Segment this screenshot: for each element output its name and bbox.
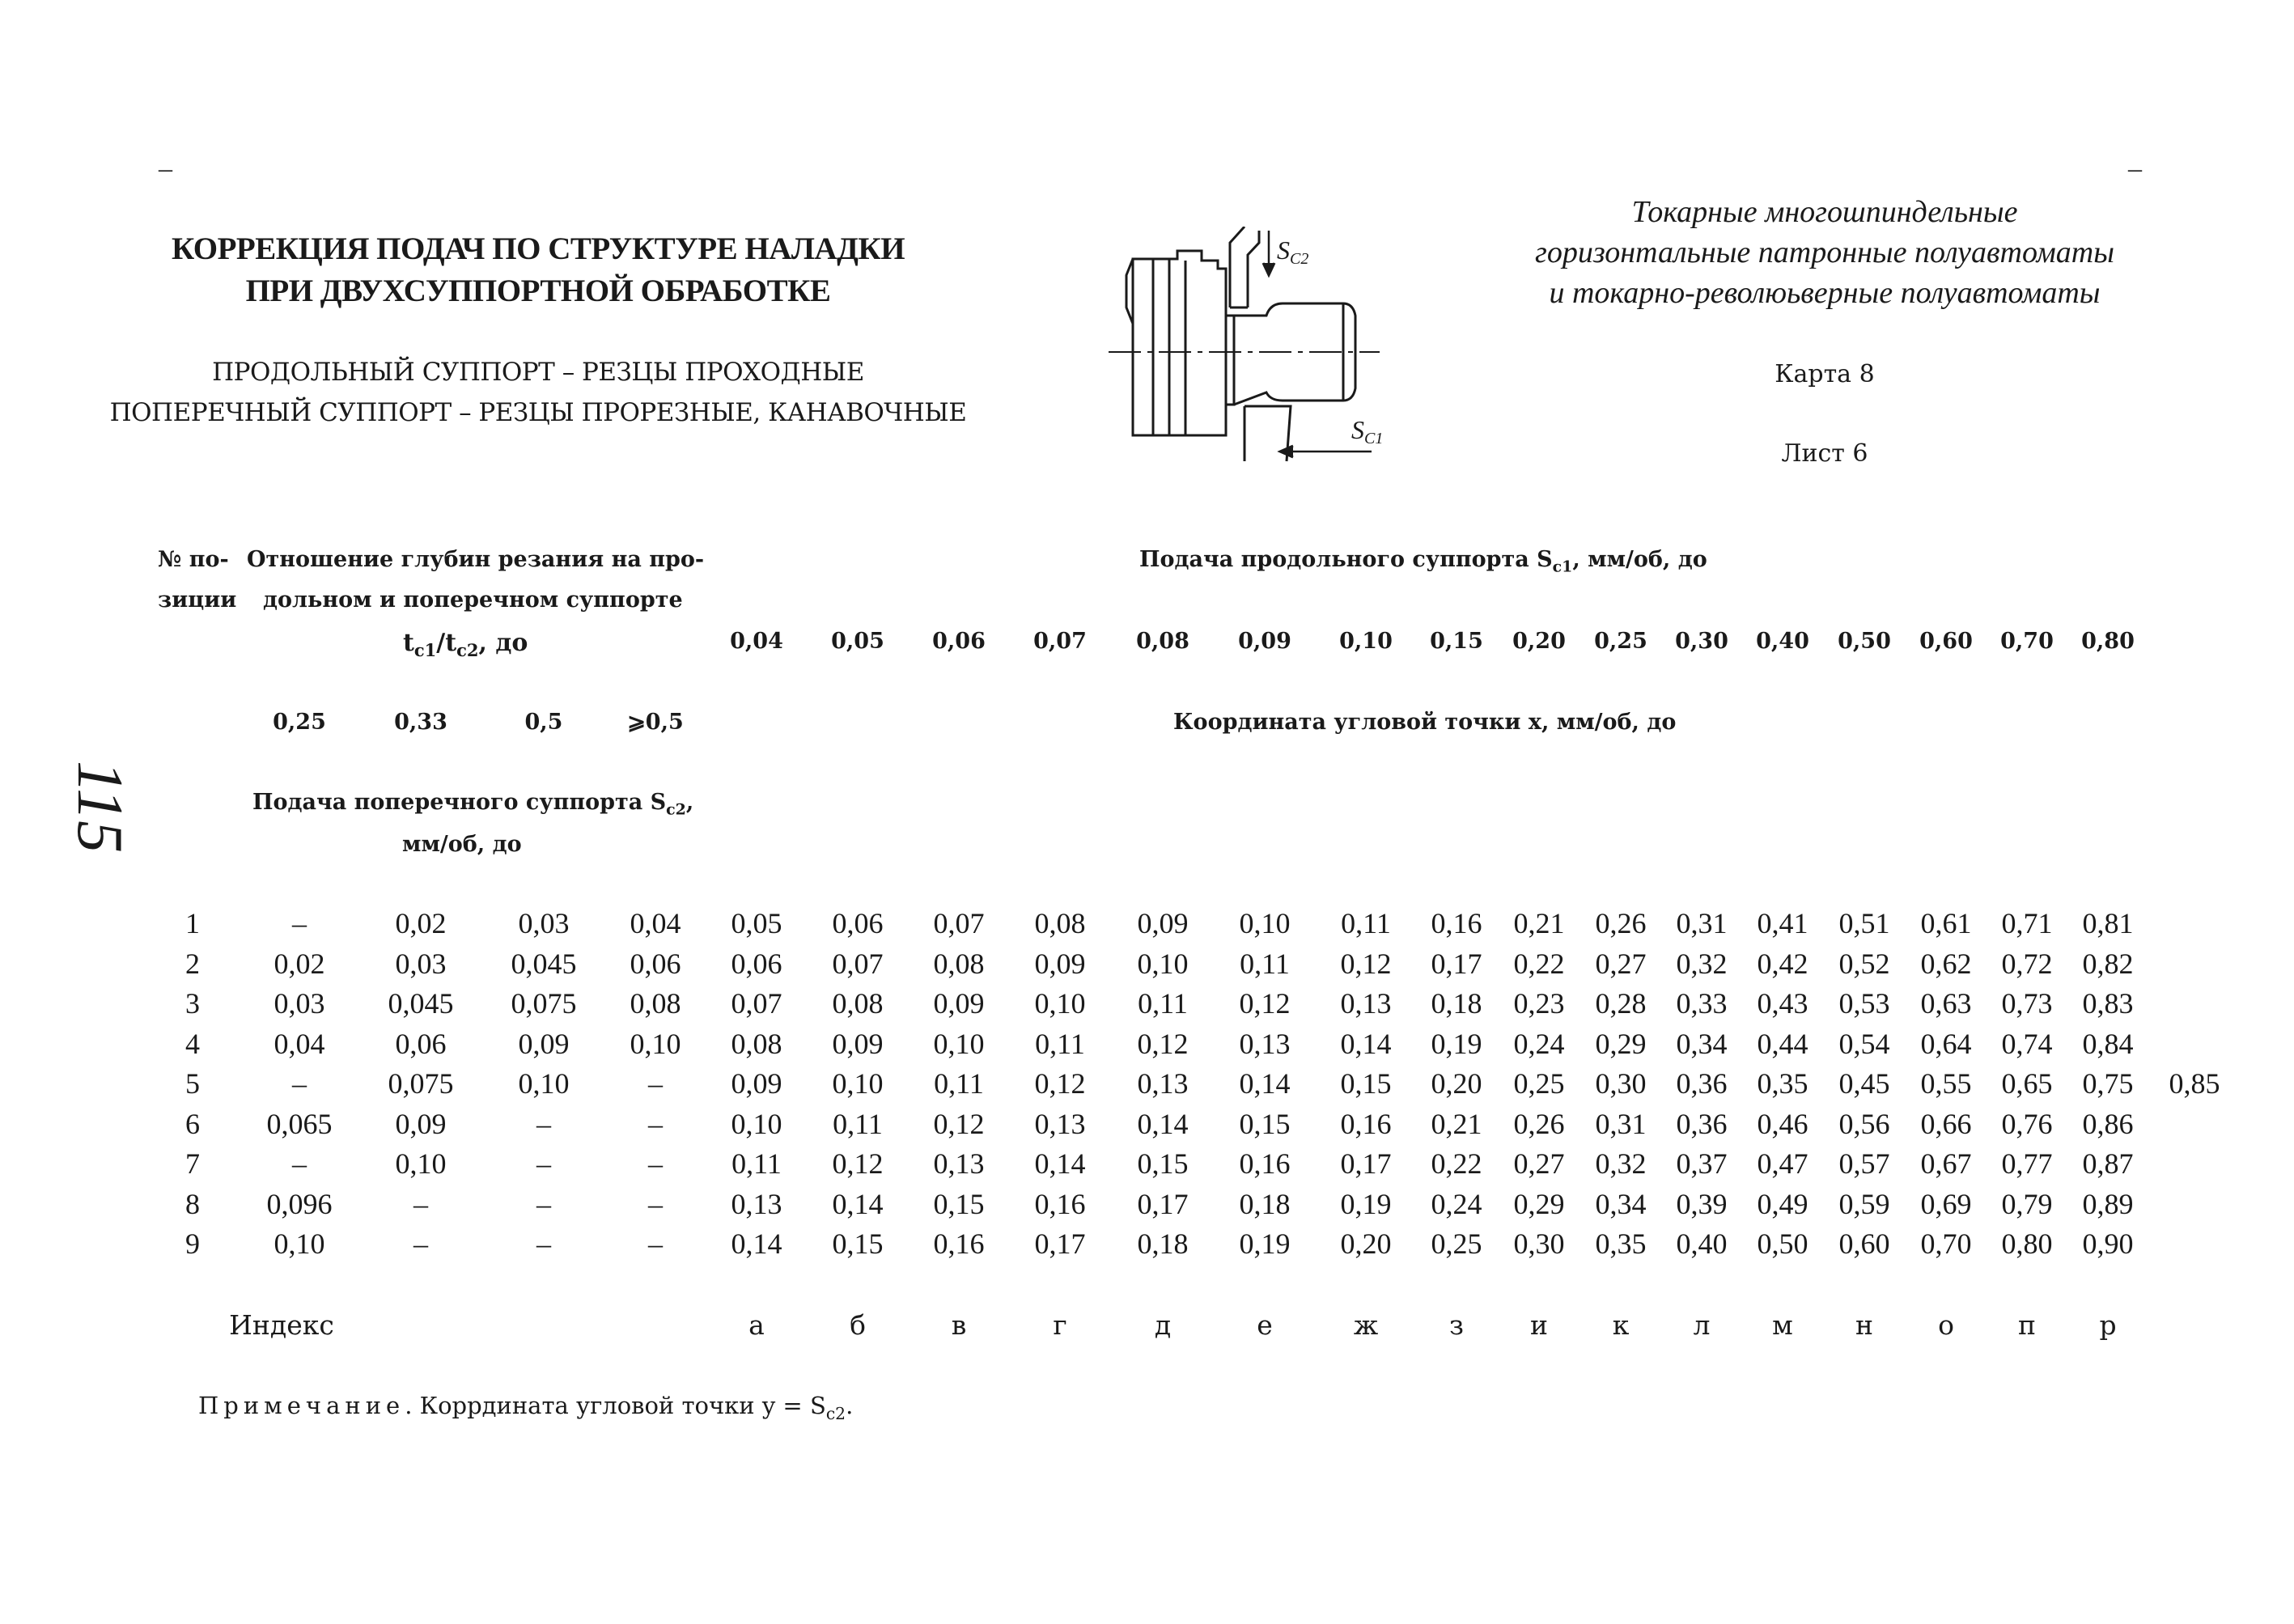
corner-x-cell: 0,13 xyxy=(1034,1107,1086,1140)
corner-x-cell: 0,14 xyxy=(1034,1147,1086,1180)
corner-x-cell: 0,08 xyxy=(731,1027,782,1060)
cross-feed-cell: – xyxy=(648,1228,663,1260)
corner-point-header: Координата угловой точки x, мм/об, до xyxy=(1173,710,1677,735)
cross-feed-cell: 0,09 xyxy=(518,1027,570,1060)
corner-x-cell: 0,28 xyxy=(1595,987,1647,1020)
corner-x-cell: 0,08 xyxy=(1034,907,1086,939)
corner-x-cell: 0,47 xyxy=(1757,1147,1808,1180)
index-letter: ж xyxy=(1353,1309,1379,1341)
corner-x-cell: 0,12 xyxy=(1340,947,1392,980)
index-letter: л xyxy=(1693,1309,1711,1341)
corner-x-cell: 0,09 xyxy=(832,1027,884,1060)
cross-feed-cell: 0,10 xyxy=(395,1147,447,1180)
corner-x-cell: 0,34 xyxy=(1676,1027,1728,1060)
cross-feed-cell: – xyxy=(292,907,307,939)
cross-feed-cell: – xyxy=(413,1228,428,1260)
corner-x-cell: 0,18 xyxy=(1137,1228,1189,1260)
corner-x-cell: 0,14 xyxy=(1239,1067,1291,1100)
corner-x-cell: 0,52 xyxy=(1838,947,1890,980)
cross-feed-header-line-1: Подача поперечного суппорта $S_{c2}$, xyxy=(252,790,694,819)
corner-x-cell: 0,40 xyxy=(1676,1228,1728,1260)
corner-x-cell: 0,50 xyxy=(1757,1228,1808,1260)
corner-x-cell: 0,73 xyxy=(2001,987,2053,1020)
corner-x-cell: 0,90 xyxy=(2082,1228,2134,1260)
ratio-formula: $t_{c1}/t_{c2}$, до xyxy=(403,629,528,660)
corner-x-cell: 0,10 xyxy=(1034,987,1086,1020)
ratio-header-line-2: дольном и поперечном суппорте xyxy=(263,587,683,613)
corner-x-cell: 0,67 xyxy=(1920,1147,1972,1180)
corner-x-cell: 0,57 xyxy=(1838,1147,1890,1180)
corner-x-cell: 0,81 xyxy=(2082,907,2134,939)
corner-x-cell: 0,12 xyxy=(933,1107,985,1140)
corner-x-cell: 0,15 xyxy=(1340,1067,1392,1100)
corner-x-cell: 0,39 xyxy=(1676,1187,1728,1220)
corner-x-cell: 0,24 xyxy=(1513,1027,1565,1060)
ratio-value: ⩾0,5 xyxy=(627,710,684,735)
long-feed-value: 0,06 xyxy=(932,629,986,654)
corner-x-cell: 0,89 xyxy=(2082,1187,2134,1220)
row-position: 5 xyxy=(185,1067,200,1100)
corner-x-cell: 0,41 xyxy=(1757,907,1808,939)
setup-diagram xyxy=(1109,227,1416,469)
title-line-1: КОРРЕКЦИЯ ПОДАЧ ПО СТРУКТУРЕ НАЛАДКИ xyxy=(171,231,905,266)
corner-x-cell: 0,16 xyxy=(933,1228,985,1260)
cross-feed-header-line-2: мм/об, до xyxy=(402,832,522,857)
corner-x-cell: 0,11 xyxy=(1138,987,1188,1020)
corner-x-cell: 0,80 xyxy=(2001,1228,2053,1260)
corner-x-cell: 0,12 xyxy=(1239,987,1291,1020)
corner-x-cell: 0,08 xyxy=(832,987,884,1020)
corner-x-cell: 0,12 xyxy=(1034,1067,1086,1100)
corner-x-cell: 0,33 xyxy=(1676,987,1728,1020)
corner-x-cell: 0,63 xyxy=(1920,987,1972,1020)
corner-x-cell: 0,30 xyxy=(1513,1228,1565,1260)
footnote-prefix: Примечание xyxy=(198,1392,405,1419)
corner-x-cell: 0,25 xyxy=(1431,1228,1482,1260)
corner-x-cell: 0,86 xyxy=(2082,1107,2134,1140)
cross-feed-cell: 0,10 xyxy=(518,1067,570,1100)
corner-x-cell: 0,05 xyxy=(731,907,782,939)
cross-feed-cell: – xyxy=(413,1187,428,1220)
long-feed-value: 0,04 xyxy=(730,629,783,654)
long-feed-value: 0,08 xyxy=(1136,629,1189,654)
corner-x-cell: 0,11 xyxy=(833,1107,883,1140)
corner-x-cell: 0,24 xyxy=(1431,1187,1482,1220)
cross-feed-cell: 0,075 xyxy=(388,1067,454,1100)
corner-x-cell: 0,25 xyxy=(1513,1067,1565,1100)
corner-x-cell: 0,59 xyxy=(1838,1187,1890,1220)
index-letter: д xyxy=(1154,1309,1172,1341)
corner-x-cell: 0,32 xyxy=(1595,1147,1647,1180)
corner-x-cell: 0,11 xyxy=(731,1147,782,1180)
corner-x-cell: 0,60 xyxy=(1838,1228,1890,1260)
row-position: 3 xyxy=(185,987,200,1020)
corner-x-cell: 0,35 xyxy=(1595,1228,1647,1260)
corner-x-cell: 0,16 xyxy=(1034,1187,1086,1220)
cross-feed-cell: 0,06 xyxy=(630,947,681,980)
corner-x-cell: 0,34 xyxy=(1595,1187,1647,1220)
cross-feed-cell: – xyxy=(648,1107,663,1140)
cross-feed-cell: 0,02 xyxy=(273,947,325,980)
corner-x-cell: 0,76 xyxy=(2001,1107,2053,1140)
corner-x-cell: 0,15 xyxy=(1137,1147,1189,1180)
subtitle-line-2: ПОПЕРЕЧНЫЙ СУППОРТ – РЕЗЦЫ ПРОРЕЗНЫЕ, КАНАВОЧНЫЕ xyxy=(109,398,967,427)
cross-feed-cell: 0,045 xyxy=(388,987,454,1020)
corner-x-cell: 0,30 xyxy=(1595,1067,1647,1100)
corner-x-cell: 0,07 xyxy=(933,907,985,939)
corner-x-cell: 0,11 xyxy=(1240,947,1290,980)
corner-x-cell: 0,08 xyxy=(933,947,985,980)
cross-feed-cell: 0,02 xyxy=(395,907,447,939)
long-feed-value: 0,30 xyxy=(1675,629,1728,654)
corner-x-cell: 0,19 xyxy=(1431,1027,1482,1060)
position-header-line-1: № по- xyxy=(158,547,229,572)
cross-feed-cell: 0,075 xyxy=(511,987,577,1020)
corner-x-cell: 0,15 xyxy=(1239,1107,1291,1140)
corner-x-cell: 0,07 xyxy=(731,987,782,1020)
corner-x-cell: 0,13 xyxy=(1137,1067,1189,1100)
cross-feed-cell: 0,10 xyxy=(630,1027,681,1060)
corner-x-cell: 0,22 xyxy=(1431,1147,1482,1180)
cross-feed-cell: – xyxy=(648,1187,663,1220)
corner-x-cell: 0,29 xyxy=(1595,1027,1647,1060)
corner-x-cell: 0,79 xyxy=(2001,1187,2053,1220)
corner-x-cell: 0,19 xyxy=(1340,1187,1392,1220)
corner-x-cell: 0,27 xyxy=(1513,1147,1565,1180)
row-position: 2 xyxy=(185,947,200,980)
row-position: 4 xyxy=(185,1027,200,1060)
row-position: 9 xyxy=(185,1228,200,1260)
index-letter: р xyxy=(2099,1309,2117,1341)
corner-x-cell: 0,11 xyxy=(1341,907,1391,939)
ratio-value: 0,33 xyxy=(394,710,447,735)
index-letter: м xyxy=(1772,1309,1793,1341)
corner-x-cell: 0,17 xyxy=(1137,1187,1189,1220)
cross-feed-cell: 0,10 xyxy=(273,1228,325,1260)
corner-x-cell: 0,69 xyxy=(1920,1187,1972,1220)
index-letter: а xyxy=(748,1309,765,1341)
corner-x-extra-cell: 0,85 xyxy=(2169,1067,2220,1100)
corner-x-cell: 0,74 xyxy=(2001,1027,2053,1060)
ratio-value: 0,25 xyxy=(273,710,326,735)
long-feed-value: 0,80 xyxy=(2081,629,2135,654)
corner-x-cell: 0,11 xyxy=(1035,1027,1085,1060)
top-right-dash: – xyxy=(2128,154,2142,184)
cross-feed-cell: – xyxy=(536,1228,551,1260)
subtitle-line-1: ПРОДОЛЬНЫЙ СУППОРТ – РЕЗЦЫ ПРОХОДНЫЕ xyxy=(212,358,864,387)
long-feed-value: 0,25 xyxy=(1594,629,1647,654)
corner-x-cell: 0,82 xyxy=(2082,947,2134,980)
top-left-dash: – xyxy=(159,154,172,184)
corner-x-cell: 0,65 xyxy=(2001,1067,2053,1100)
corner-x-cell: 0,62 xyxy=(1920,947,1972,980)
index-label: Индекс xyxy=(229,1309,334,1341)
index-letter: п xyxy=(2018,1309,2036,1341)
cross-feed-cell: – xyxy=(536,1187,551,1220)
corner-x-cell: 0,20 xyxy=(1340,1228,1392,1260)
corner-x-cell: 0,11 xyxy=(934,1067,984,1100)
cross-feed-cell: 0,04 xyxy=(273,1027,325,1060)
corner-x-cell: 0,29 xyxy=(1513,1187,1565,1220)
corner-x-cell: 0,18 xyxy=(1239,1187,1291,1220)
corner-x-cell: 0,14 xyxy=(832,1187,884,1220)
index-letter: з xyxy=(1449,1309,1464,1341)
corner-x-cell: 0,56 xyxy=(1838,1107,1890,1140)
corner-x-cell: 0,06 xyxy=(731,947,782,980)
ratio-header-line-1: Отношение глубин резания на про- xyxy=(247,547,705,572)
corner-x-cell: 0,16 xyxy=(1431,907,1482,939)
cross-feed-cell: – xyxy=(292,1147,307,1180)
index-letter: е xyxy=(1257,1309,1273,1341)
corner-x-cell: 0,71 xyxy=(2001,907,2053,939)
cross-feed-cell: – xyxy=(536,1147,551,1180)
corner-x-cell: 0,42 xyxy=(1757,947,1808,980)
long-feed-value: 0,07 xyxy=(1033,629,1087,654)
corner-x-cell: 0,83 xyxy=(2082,987,2134,1020)
corner-x-cell: 0,16 xyxy=(1239,1147,1291,1180)
corner-x-cell: 0,36 xyxy=(1676,1067,1728,1100)
corner-x-cell: 0,84 xyxy=(2082,1027,2134,1060)
corner-x-cell: 0,09 xyxy=(1137,907,1189,939)
cross-feed-cell: – xyxy=(292,1067,307,1100)
index-letter: б xyxy=(850,1309,866,1341)
row-position: 7 xyxy=(185,1147,200,1180)
corner-x-cell: 0,21 xyxy=(1431,1107,1482,1140)
corner-x-cell: 0,10 xyxy=(1137,947,1189,980)
corner-x-cell: 0,12 xyxy=(832,1147,884,1180)
diagram-label-sc1: SC1 xyxy=(1351,415,1384,447)
long-feed-value: 0,15 xyxy=(1430,629,1483,654)
long-feed-value: 0,20 xyxy=(1512,629,1566,654)
corner-x-cell: 0,23 xyxy=(1513,987,1565,1020)
corner-x-cell: 0,31 xyxy=(1595,1107,1647,1140)
corner-x-cell: 0,66 xyxy=(1920,1107,1972,1140)
corner-x-cell: 0,10 xyxy=(1239,907,1291,939)
corner-x-cell: 0,15 xyxy=(832,1228,884,1260)
corner-x-cell: 0,13 xyxy=(1340,987,1392,1020)
long-feed-value: 0,40 xyxy=(1756,629,1809,654)
corner-x-cell: 0,13 xyxy=(1239,1027,1291,1060)
index-letter: в xyxy=(951,1309,967,1341)
corner-x-cell: 0,54 xyxy=(1838,1027,1890,1060)
index-letter: о xyxy=(1938,1309,1954,1341)
corner-x-cell: 0,44 xyxy=(1757,1027,1808,1060)
right-title-line-1: Токарные многошпиндельные xyxy=(1631,195,2018,229)
ratio-value: 0,5 xyxy=(524,710,563,735)
index-letter: г xyxy=(1053,1309,1067,1341)
corner-x-cell: 0,31 xyxy=(1676,907,1728,939)
corner-x-cell: 0,06 xyxy=(832,907,884,939)
margin-page-number: 115 xyxy=(64,761,135,854)
cross-feed-cell: 0,09 xyxy=(395,1107,447,1140)
corner-x-cell: 0,13 xyxy=(731,1187,782,1220)
index-letter: к xyxy=(1612,1309,1630,1341)
corner-x-cell: 0,72 xyxy=(2001,947,2053,980)
corner-x-cell: 0,21 xyxy=(1513,907,1565,939)
corner-x-cell: 0,45 xyxy=(1838,1067,1890,1100)
long-feed-value: 0,50 xyxy=(1838,629,1891,654)
card-number: Карта 8 xyxy=(1775,360,1875,388)
cross-feed-cell: – xyxy=(536,1107,551,1140)
corner-x-cell: 0,14 xyxy=(1340,1027,1392,1060)
cross-feed-cell: 0,096 xyxy=(266,1187,333,1220)
corner-x-cell: 0,10 xyxy=(832,1067,884,1100)
cross-feed-cell: – xyxy=(648,1147,663,1180)
corner-x-cell: 0,64 xyxy=(1920,1027,1972,1060)
corner-x-cell: 0,75 xyxy=(2082,1067,2134,1100)
corner-x-cell: 0,77 xyxy=(2001,1147,2053,1180)
corner-x-cell: 0,09 xyxy=(731,1067,782,1100)
corner-x-cell: 0,37 xyxy=(1676,1147,1728,1180)
corner-x-cell: 0,22 xyxy=(1513,947,1565,980)
long-feed-header: Подача продольного суппорта $S_{c1}$, мм/об, до xyxy=(1139,547,1707,576)
corner-x-cell: 0,70 xyxy=(1920,1228,1972,1260)
footnote: Примечание. Коррдината угловой точки $y = S_{c2}$. xyxy=(198,1392,854,1423)
corner-x-cell: 0,12 xyxy=(1137,1027,1189,1060)
corner-x-cell: 0,53 xyxy=(1838,987,1890,1020)
corner-x-cell: 0,15 xyxy=(933,1187,985,1220)
corner-x-cell: 0,27 xyxy=(1595,947,1647,980)
cross-feed-cell: 0,04 xyxy=(630,907,681,939)
cross-feed-cell: – xyxy=(648,1067,663,1100)
corner-x-cell: 0,09 xyxy=(1034,947,1086,980)
right-title-line-2: горизонтальные патронные полуавтоматы xyxy=(1535,235,2114,269)
diagram-label-sc2: SC2 xyxy=(1277,235,1309,268)
corner-x-cell: 0,49 xyxy=(1757,1187,1808,1220)
long-feed-value: 0,09 xyxy=(1238,629,1291,654)
cross-feed-cell: 0,065 xyxy=(266,1107,333,1140)
corner-x-cell: 0,10 xyxy=(933,1027,985,1060)
corner-x-cell: 0,16 xyxy=(1340,1107,1392,1140)
corner-x-cell: 0,26 xyxy=(1513,1107,1565,1140)
index-letter: и xyxy=(1530,1309,1548,1341)
cross-feed-cell: 0,03 xyxy=(395,947,447,980)
corner-x-cell: 0,51 xyxy=(1838,907,1890,939)
corner-x-cell: 0,17 xyxy=(1431,947,1482,980)
corner-x-cell: 0,32 xyxy=(1676,947,1728,980)
corner-x-cell: 0,55 xyxy=(1920,1067,1972,1100)
corner-x-cell: 0,18 xyxy=(1431,987,1482,1020)
corner-x-cell: 0,09 xyxy=(933,987,985,1020)
sheet-number: Лист 6 xyxy=(1781,439,1868,468)
title-line-2: ПРИ ДВУХСУППОРТНОЙ ОБРАБОТКЕ xyxy=(245,273,831,308)
long-feed-value: 0,60 xyxy=(1919,629,1973,654)
row-position: 6 xyxy=(185,1107,200,1140)
position-header-line-2: зиции xyxy=(158,587,237,613)
corner-x-cell: 0,14 xyxy=(1137,1107,1189,1140)
cross-feed-cell: 0,06 xyxy=(395,1027,447,1060)
index-letter: н xyxy=(1855,1309,1873,1341)
corner-x-cell: 0,35 xyxy=(1757,1067,1808,1100)
corner-x-cell: 0,46 xyxy=(1757,1107,1808,1140)
right-title-line-3: и токарно-революьверные полуавтоматы xyxy=(1549,276,2101,310)
long-feed-value: 0,10 xyxy=(1339,629,1393,654)
cross-feed-cell: 0,03 xyxy=(518,907,570,939)
corner-x-cell: 0,10 xyxy=(731,1107,782,1140)
corner-x-cell: 0,14 xyxy=(731,1228,782,1260)
long-feed-value: 0,70 xyxy=(2000,629,2054,654)
corner-x-cell: 0,36 xyxy=(1676,1107,1728,1140)
corner-x-cell: 0,19 xyxy=(1239,1228,1291,1260)
corner-x-cell: 0,43 xyxy=(1757,987,1808,1020)
row-position: 8 xyxy=(185,1187,200,1220)
corner-x-cell: 0,20 xyxy=(1431,1067,1482,1100)
corner-x-cell: 0,26 xyxy=(1595,907,1647,939)
cross-feed-cell: 0,08 xyxy=(630,987,681,1020)
row-position: 1 xyxy=(185,907,200,939)
corner-x-cell: 0,07 xyxy=(832,947,884,980)
corner-x-cell: 0,87 xyxy=(2082,1147,2134,1180)
cross-feed-cell: 0,045 xyxy=(511,947,577,980)
corner-x-cell: 0,61 xyxy=(1920,907,1972,939)
corner-x-cell: 0,17 xyxy=(1034,1228,1086,1260)
long-feed-value: 0,05 xyxy=(831,629,884,654)
cross-feed-cell: 0,03 xyxy=(273,987,325,1020)
corner-x-cell: 0,17 xyxy=(1340,1147,1392,1180)
corner-x-cell: 0,13 xyxy=(933,1147,985,1180)
